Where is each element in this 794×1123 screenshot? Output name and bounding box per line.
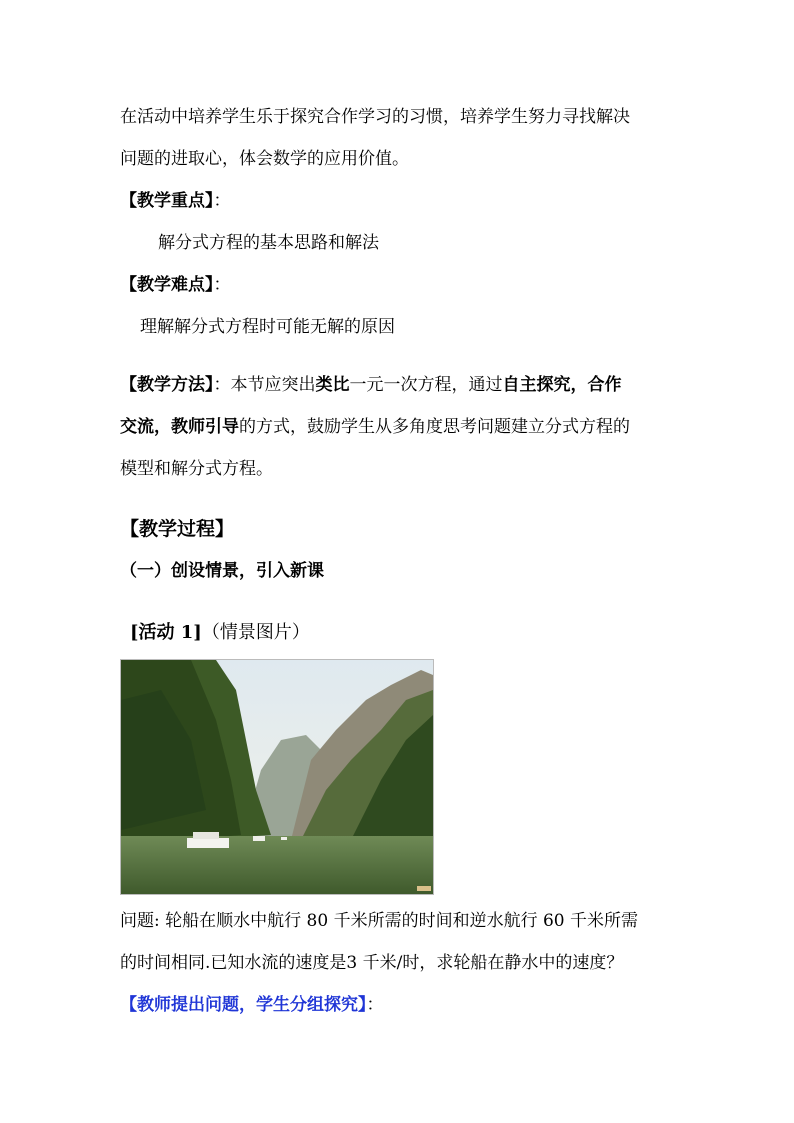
scenic-river-gorge-photo [120, 659, 434, 895]
intro-line-2: 问题的进取心，体会数学的应用价值。 [120, 149, 409, 169]
method-text-d: 自主探究，合作 [502, 375, 622, 395]
method-text-c: 一元一次方程，通过 [349, 375, 503, 395]
method-line-3: 模型和解分式方程。 [120, 459, 273, 479]
method-text-b: 类比 [315, 375, 350, 395]
method-text-a: ：本节应突出 [213, 375, 316, 395]
focus-heading: 【教学重点】 [120, 191, 214, 211]
process-heading: 【教学过程】 [120, 518, 235, 540]
teacher-prompt-line [120, 994, 384, 1016]
activity-label [130, 622, 310, 644]
question-line-1: 问题: 轮船在顺水中航行 80 千米所需的时间和逆水航行 60 千米所需 [120, 911, 639, 931]
question-line-2: 的时间相同.已知水流的速度是3 千米/时，求轮船在静水中的速度？ [120, 953, 624, 973]
method-line-2 [120, 416, 630, 438]
focus-heading-line [120, 190, 231, 212]
teacher-colon: ： [366, 995, 384, 1015]
activity-note: （情景图片） [201, 622, 310, 643]
focus-content: 解分式方程的基本思路和解法 [158, 233, 379, 253]
process-subheading: （一）创设情景，引入新课 [120, 561, 324, 581]
activity-title: [活动 1] [130, 622, 202, 643]
intro-line-1: 在活动中培养学生乐于探究合作学习的习惯，培养学生努力寻找解决 [120, 107, 630, 127]
focus-colon: ： [213, 191, 231, 211]
method-line-1 [120, 374, 622, 396]
difficulty-heading: 【教学难点】 [120, 275, 214, 295]
difficulty-content: 理解解分式方程时可能无解的原因 [140, 317, 395, 337]
teacher-prompt: 【教师提出问题，学生分组探究】 [120, 995, 367, 1015]
method-heading: 【教学方法】 [120, 375, 214, 395]
difficulty-colon: ： [213, 275, 231, 295]
method-text-e: 交流，教师引导 [120, 417, 239, 437]
difficulty-heading-line [120, 274, 231, 296]
method-text-f: 的方式，鼓励学生从多角度思考问题建立分式方程的 [239, 417, 630, 437]
